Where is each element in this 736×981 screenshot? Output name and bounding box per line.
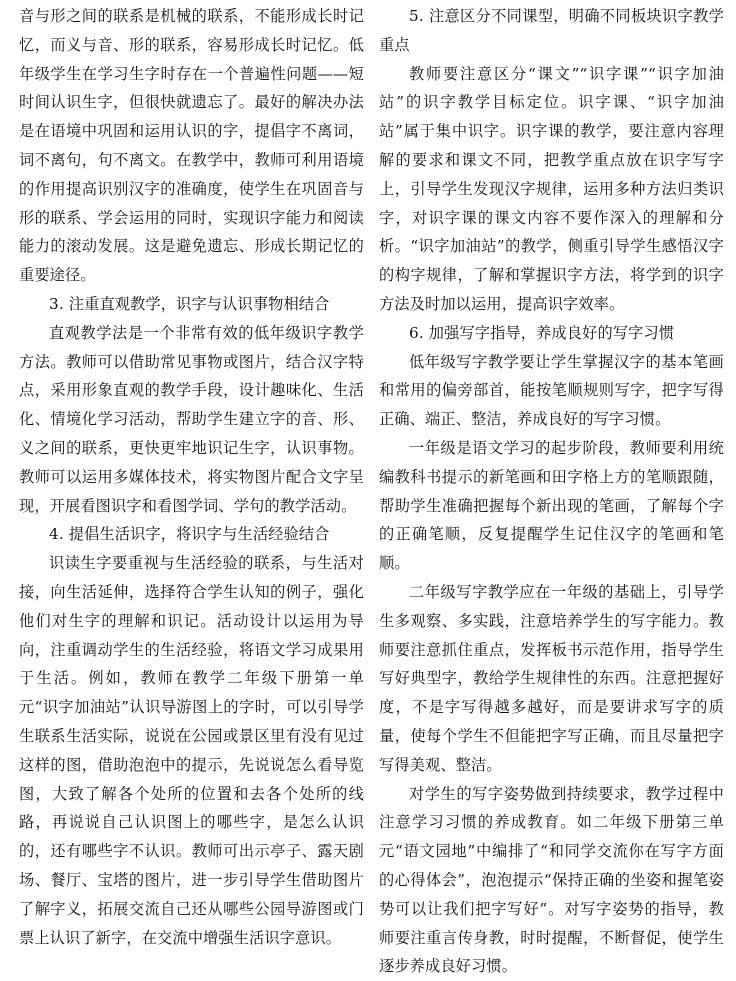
section-heading-4: 4. 提倡生活识字，将识字与生活经验结合 [49, 525, 330, 544]
paragraph-grade-one: 一年级是语文学习的起步阶段，教师要利用统编教科书提示的新笔画和田字格上方的笔顺跟随，帮助学生准确把握每个新出现的笔画，了解每个字的正确笔顺，反复提醒学生记住汉字的笔画和笔顺。 [379, 438, 724, 573]
paragraph-direct-teaching: 直观教学法是一个非常有效的低年级识字教学方法。教师可以借助常见事物或图片，结合汉字特点，采用形象直观的教学手段，设计趣味化、生活化、情境化学习活动，帮助学生建立字的音、形、义之间的联系，更快更牢地识记生字，认识事物。教师可以运用多媒体技术，将实物图片配合文字呈现，开展看图识字和看图学词、学句的教学活动。 [19, 323, 364, 515]
section-heading-5: 5. 注意区分不同课型，明确不同板块识字教学重点 [379, 7, 724, 54]
paragraph-writing-posture: 对学生的写字姿势做到持续要求，教学过程中注意学习习惯的养成教育。如二年级下册第三单元“语文园地”中编排了“和同学交流你在写字方面的心得体会”，泡泡提示“保持正确的坐姿和握笔姿势可以让我们把字写好”。对写字姿势的指导，教师要注重言传身教，时时提醒，不断督促，使学生逐步养成良好习惯。 [379, 784, 724, 976]
paragraph-life-literacy: 识读生字要重视与生活经验的联系，与生活对接，向生活延伸，选择符合学生认知的例子，强化他们对生字的理解和识记。活动设计以运用为导向，注重调动学生的生活经验，将语文学习成果用于生活。例如，教师在教学二年级下册第一单元“识字加油站”认识导游图上的字时，可以引导学生联系生活实际，说说在公园或景区里有没有见过这样的图，借助泡泡中的提示，先说说怎么看导览图，大致了解各个处所的位置和去各个处所的线路，再说说自己认识图上的哪些字，是怎么认识的，还有哪些字不认识。教师可出示亭子、露天剧场、餐厅、宝塔的图片，进一步引导学生借助图片了解字义，拓展交流自己还从哪些公园导游图或门票上认识了新字，在交流中增强生活识字意识。 [19, 554, 364, 947]
paragraph-writing-basics: 低年级写字教学要让学生掌握汉字的基本笔画和常用的偏旁部首，能按笔顺规则写字，把字写得正确、端正、整洁，养成良好的写字习惯。 [379, 352, 724, 429]
left-column [19, 2, 364, 947]
paragraph-grade-two: 二年级写字教学应在一年级的基础上，引导学生多观察、多实践，注意培养学生的写字能力。教师要注意抓住重点，发挥板书示范作用，指导学生写好典型字，教给学生规律性的东西。注意把握好度，不是字写得越多越好，而是要讲求写字的质量，使每个学生不但能把字写正确，而且尽量把字写得美观、整洁。 [379, 582, 724, 774]
section-heading-6: 6. 加强写字指导，养成良好的写字习惯 [409, 323, 675, 342]
right-column [379, 2, 724, 976]
paragraph-lesson-types: 教师要注意区分“课文”“识字课”“识字加油站”的识字教学目标定位。识字课、“识字加油站”属于集中识字。识字课的教学，要注意内容理解的要求和课文不同，把教学重点放在识字写字上，引导学生发现汉字规律，运用多种方法归类识字，对识字课的课文内容不要作深入的理解和分析。“识字加油站”的教学，侧重引导学生感悟汉字的构字规律，了解和掌握识字方法，将学到的识字方法及时加以运用，提高识字效率。 [379, 64, 724, 313]
paragraph-continuation: 音与形之间的联系是机械的联系，不能形成长时记忆，而义与音、形的联系，容易形成长时记忆。低年级学生在学习生字时存在一个普遍性问题——短时间认识生字，但很快就遗忘了。最好的解决办法是在语境中巩固和运用认识的字，提倡字不离词，词不离句，句不离文。在教学中，教师可利用语境的作用提高识别汉字的准确度，使学生在巩固音与形的联系、学会运用的同时，实现识字能力和阅读能力的滚动发展。这是避免遗忘、形成长期记忆的重要途径。 [19, 7, 364, 285]
section-heading-3: 3. 注重直观教学，识字与认识事物相结合 [49, 294, 330, 313]
